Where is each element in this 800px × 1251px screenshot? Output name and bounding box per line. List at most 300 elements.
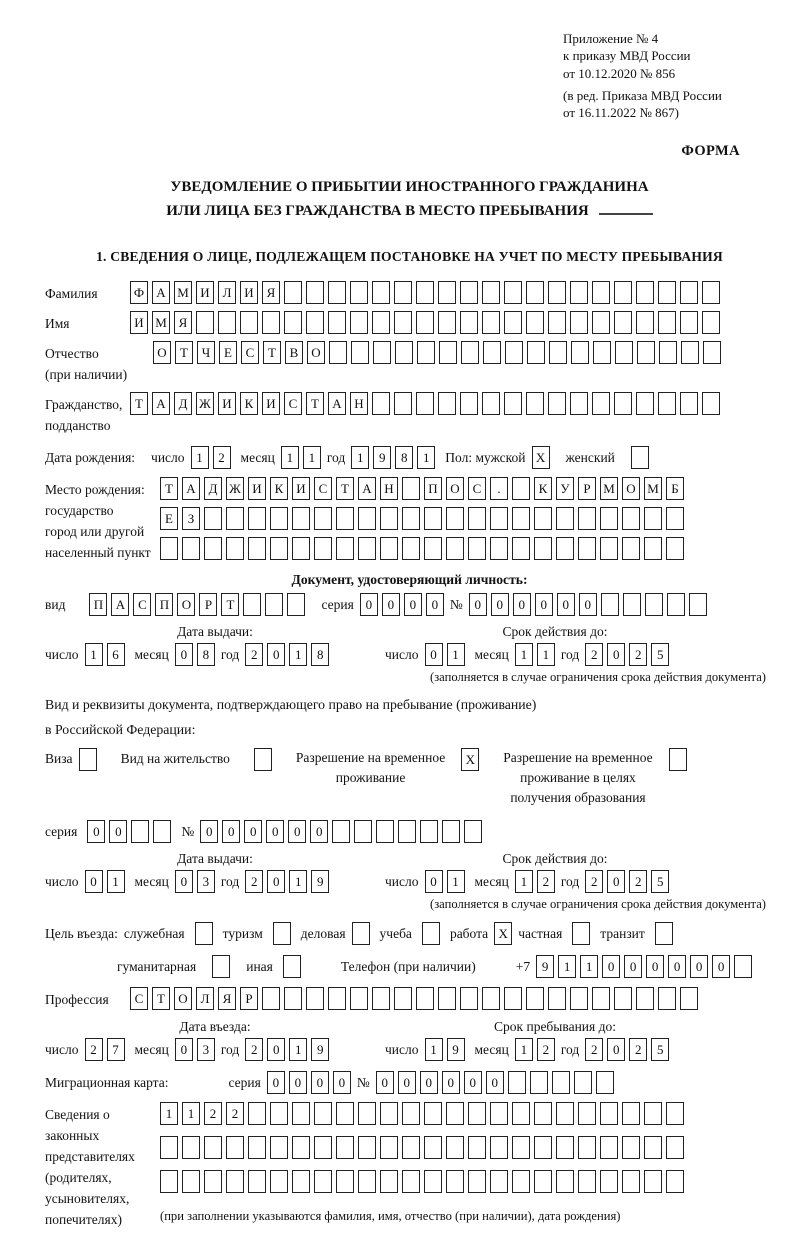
form-cell[interactable] bbox=[131, 820, 149, 843]
form-cell[interactable]: 5 bbox=[651, 870, 669, 893]
form-cell[interactable] bbox=[490, 507, 508, 530]
form-cell[interactable] bbox=[226, 1136, 244, 1159]
form-cell[interactable] bbox=[380, 507, 398, 530]
form-cell[interactable] bbox=[226, 1170, 244, 1193]
form-cell[interactable]: 1 bbox=[182, 1102, 200, 1125]
form-cell[interactable] bbox=[336, 1136, 354, 1159]
form-cell[interactable]: И bbox=[248, 477, 266, 500]
form-cell[interactable] bbox=[336, 1102, 354, 1125]
form-cell[interactable] bbox=[380, 1170, 398, 1193]
form-cell[interactable]: 0 bbox=[607, 870, 625, 893]
form-cell[interactable]: 0 bbox=[668, 955, 686, 978]
form-cell[interactable] bbox=[284, 987, 302, 1010]
form-cell[interactable]: 0 bbox=[442, 1071, 460, 1094]
form-cell[interactable] bbox=[328, 281, 346, 304]
form-cell[interactable]: Я bbox=[262, 281, 280, 304]
form-cell[interactable]: Е bbox=[219, 341, 237, 364]
form-cell[interactable] bbox=[446, 537, 464, 560]
form-cell[interactable] bbox=[195, 922, 213, 945]
form-cell[interactable]: И bbox=[240, 281, 258, 304]
form-cell[interactable] bbox=[666, 507, 684, 530]
form-cell[interactable] bbox=[592, 281, 610, 304]
form-cell[interactable] bbox=[204, 537, 222, 560]
form-cell[interactable]: 0 bbox=[266, 820, 284, 843]
form-cell[interactable] bbox=[601, 593, 619, 616]
form-cell[interactable] bbox=[446, 1170, 464, 1193]
form-cell[interactable]: 0 bbox=[175, 1038, 193, 1061]
form-cell[interactable] bbox=[570, 281, 588, 304]
form-cell[interactable]: 1 bbox=[160, 1102, 178, 1125]
form-cell[interactable]: 1 bbox=[447, 870, 465, 893]
form-cell[interactable] bbox=[372, 311, 390, 334]
form-cell[interactable] bbox=[438, 987, 456, 1010]
form-cell[interactable] bbox=[658, 281, 676, 304]
form-cell[interactable]: 0 bbox=[469, 593, 487, 616]
form-cell[interactable] bbox=[600, 507, 618, 530]
form-cell[interactable] bbox=[483, 341, 501, 364]
form-cell[interactable]: 0 bbox=[425, 643, 443, 666]
form-cell[interactable]: 0 bbox=[267, 1038, 285, 1061]
form-cell[interactable] bbox=[262, 311, 280, 334]
form-cell[interactable]: П bbox=[155, 593, 173, 616]
form-cell[interactable]: 0 bbox=[404, 593, 422, 616]
form-cell[interactable] bbox=[534, 507, 552, 530]
form-cell[interactable]: 2 bbox=[537, 1038, 555, 1061]
form-cell[interactable]: 0 bbox=[646, 955, 664, 978]
form-cell[interactable] bbox=[490, 1170, 508, 1193]
form-cell[interactable] bbox=[490, 537, 508, 560]
form-cell[interactable]: 0 bbox=[85, 870, 103, 893]
form-cell[interactable] bbox=[703, 341, 721, 364]
form-cell[interactable] bbox=[556, 1136, 574, 1159]
form-cell[interactable] bbox=[372, 281, 390, 304]
form-cell[interactable]: Т bbox=[130, 392, 148, 415]
form-cell[interactable]: 5 bbox=[651, 643, 669, 666]
form-cell[interactable] bbox=[336, 1170, 354, 1193]
form-cell[interactable]: А bbox=[152, 392, 170, 415]
form-cell[interactable] bbox=[526, 392, 544, 415]
form-cell[interactable] bbox=[402, 477, 420, 500]
form-cell[interactable] bbox=[534, 1136, 552, 1159]
form-cell[interactable] bbox=[424, 507, 442, 530]
form-cell[interactable] bbox=[702, 392, 720, 415]
form-cell[interactable] bbox=[394, 281, 412, 304]
form-cell[interactable] bbox=[398, 820, 416, 843]
form-cell[interactable] bbox=[681, 341, 699, 364]
form-cell[interactable]: X bbox=[494, 922, 512, 945]
form-cell[interactable] bbox=[614, 281, 632, 304]
form-cell[interactable]: И bbox=[196, 281, 214, 304]
form-cell[interactable]: Л bbox=[196, 987, 214, 1010]
form-cell[interactable] bbox=[314, 1136, 332, 1159]
form-cell[interactable]: И bbox=[292, 477, 310, 500]
form-cell[interactable]: Р bbox=[240, 987, 258, 1010]
form-cell[interactable] bbox=[358, 1170, 376, 1193]
form-cell[interactable]: 2 bbox=[585, 643, 603, 666]
form-cell[interactable] bbox=[596, 1071, 614, 1094]
form-cell[interactable]: 0 bbox=[222, 820, 240, 843]
form-cell[interactable] bbox=[622, 1170, 640, 1193]
form-cell[interactable]: Т bbox=[175, 341, 193, 364]
form-cell[interactable] bbox=[460, 281, 478, 304]
form-cell[interactable] bbox=[265, 593, 283, 616]
form-cell[interactable] bbox=[622, 1102, 640, 1125]
form-cell[interactable] bbox=[376, 820, 394, 843]
form-cell[interactable]: А bbox=[182, 477, 200, 500]
form-cell[interactable] bbox=[614, 311, 632, 334]
form-cell[interactable] bbox=[574, 1071, 592, 1094]
form-cell[interactable]: 1 bbox=[289, 643, 307, 666]
form-cell[interactable] bbox=[160, 1170, 178, 1193]
form-cell[interactable] bbox=[666, 537, 684, 560]
form-cell[interactable] bbox=[666, 1102, 684, 1125]
form-cell[interactable]: Ф bbox=[130, 281, 148, 304]
form-cell[interactable] bbox=[527, 341, 545, 364]
form-cell[interactable]: М bbox=[152, 311, 170, 334]
form-cell[interactable] bbox=[592, 392, 610, 415]
form-cell[interactable] bbox=[372, 392, 390, 415]
form-cell[interactable] bbox=[358, 1102, 376, 1125]
form-cell[interactable]: 0 bbox=[624, 955, 642, 978]
form-cell[interactable]: Ж bbox=[196, 392, 214, 415]
form-cell[interactable] bbox=[490, 1136, 508, 1159]
form-cell[interactable]: С bbox=[241, 341, 259, 364]
form-cell[interactable] bbox=[446, 1136, 464, 1159]
form-cell[interactable] bbox=[644, 1136, 662, 1159]
form-cell[interactable] bbox=[204, 1136, 222, 1159]
form-cell[interactable] bbox=[578, 507, 596, 530]
form-cell[interactable] bbox=[350, 987, 368, 1010]
form-cell[interactable]: 2 bbox=[629, 1038, 647, 1061]
form-cell[interactable]: Т bbox=[160, 477, 178, 500]
form-cell[interactable] bbox=[490, 1102, 508, 1125]
form-cell[interactable] bbox=[243, 593, 261, 616]
form-cell[interactable] bbox=[644, 1170, 662, 1193]
form-cell[interactable] bbox=[352, 922, 370, 945]
form-cell[interactable] bbox=[526, 987, 544, 1010]
form-cell[interactable] bbox=[314, 1170, 332, 1193]
form-cell[interactable]: 0 bbox=[690, 955, 708, 978]
form-cell[interactable] bbox=[570, 392, 588, 415]
form-cell[interactable] bbox=[659, 341, 677, 364]
form-cell[interactable] bbox=[512, 537, 530, 560]
form-cell[interactable]: 0 bbox=[267, 1071, 285, 1094]
form-cell[interactable]: 0 bbox=[426, 593, 444, 616]
form-cell[interactable] bbox=[424, 1170, 442, 1193]
form-cell[interactable]: 5 bbox=[651, 1038, 669, 1061]
form-cell[interactable] bbox=[336, 507, 354, 530]
form-cell[interactable] bbox=[504, 392, 522, 415]
form-cell[interactable] bbox=[461, 341, 479, 364]
form-cell[interactable] bbox=[631, 446, 649, 469]
form-cell[interactable] bbox=[358, 507, 376, 530]
form-cell[interactable] bbox=[623, 593, 641, 616]
form-cell[interactable] bbox=[549, 341, 567, 364]
form-cell[interactable]: Р bbox=[578, 477, 596, 500]
form-cell[interactable] bbox=[468, 1170, 486, 1193]
form-cell[interactable] bbox=[508, 1071, 526, 1094]
form-cell[interactable]: 0 bbox=[310, 820, 328, 843]
form-cell[interactable]: 6 bbox=[107, 643, 125, 666]
form-cell[interactable]: О bbox=[153, 341, 171, 364]
form-cell[interactable]: К bbox=[240, 392, 258, 415]
form-cell[interactable] bbox=[394, 392, 412, 415]
form-cell[interactable]: У bbox=[556, 477, 574, 500]
form-cell[interactable] bbox=[292, 537, 310, 560]
form-cell[interactable]: 0 bbox=[267, 643, 285, 666]
form-cell[interactable]: 2 bbox=[226, 1102, 244, 1125]
form-cell[interactable] bbox=[182, 537, 200, 560]
form-cell[interactable]: 1 bbox=[303, 446, 321, 469]
form-cell[interactable] bbox=[636, 987, 654, 1010]
form-cell[interactable] bbox=[534, 1102, 552, 1125]
form-cell[interactable] bbox=[570, 987, 588, 1010]
form-cell[interactable]: 1 bbox=[515, 1038, 533, 1061]
form-cell[interactable] bbox=[572, 922, 590, 945]
form-cell[interactable] bbox=[578, 537, 596, 560]
form-cell[interactable]: 0 bbox=[579, 593, 597, 616]
form-cell[interactable]: 0 bbox=[109, 820, 127, 843]
form-cell[interactable]: 1 bbox=[191, 446, 209, 469]
form-cell[interactable]: 0 bbox=[398, 1071, 416, 1094]
form-cell[interactable]: 3 bbox=[197, 1038, 215, 1061]
form-cell[interactable] bbox=[482, 392, 500, 415]
form-cell[interactable]: 2 bbox=[629, 643, 647, 666]
form-cell[interactable] bbox=[160, 537, 178, 560]
form-cell[interactable] bbox=[702, 281, 720, 304]
form-cell[interactable] bbox=[240, 311, 258, 334]
form-cell[interactable] bbox=[666, 1136, 684, 1159]
form-cell[interactable] bbox=[314, 1102, 332, 1125]
form-cell[interactable] bbox=[460, 392, 478, 415]
form-cell[interactable]: 8 bbox=[395, 446, 413, 469]
form-cell[interactable]: 1 bbox=[289, 1038, 307, 1061]
form-cell[interactable] bbox=[482, 311, 500, 334]
form-cell[interactable]: А bbox=[152, 281, 170, 304]
form-cell[interactable] bbox=[614, 392, 632, 415]
form-cell[interactable] bbox=[636, 281, 654, 304]
form-cell[interactable]: О bbox=[446, 477, 464, 500]
form-cell[interactable]: 2 bbox=[245, 1038, 263, 1061]
form-cell[interactable] bbox=[571, 341, 589, 364]
form-cell[interactable] bbox=[402, 1170, 420, 1193]
form-cell[interactable]: 2 bbox=[204, 1102, 222, 1125]
form-cell[interactable]: Д bbox=[204, 477, 222, 500]
form-cell[interactable] bbox=[212, 955, 230, 978]
form-cell[interactable]: П bbox=[89, 593, 107, 616]
form-cell[interactable]: 1 bbox=[425, 1038, 443, 1061]
form-cell[interactable] bbox=[636, 392, 654, 415]
form-cell[interactable]: 3 bbox=[197, 870, 215, 893]
form-cell[interactable]: X bbox=[461, 748, 479, 771]
form-cell[interactable] bbox=[534, 1170, 552, 1193]
form-cell[interactable] bbox=[254, 748, 272, 771]
form-cell[interactable]: Ж bbox=[226, 477, 244, 500]
form-cell[interactable]: М bbox=[600, 477, 618, 500]
form-cell[interactable] bbox=[350, 281, 368, 304]
form-cell[interactable]: А bbox=[358, 477, 376, 500]
form-cell[interactable] bbox=[402, 507, 420, 530]
form-cell[interactable]: 1 bbox=[558, 955, 576, 978]
form-cell[interactable]: 9 bbox=[311, 870, 329, 893]
form-cell[interactable] bbox=[226, 537, 244, 560]
form-cell[interactable] bbox=[548, 987, 566, 1010]
form-cell[interactable] bbox=[526, 281, 544, 304]
form-cell[interactable] bbox=[153, 820, 171, 843]
form-cell[interactable] bbox=[248, 507, 266, 530]
form-cell[interactable] bbox=[578, 1102, 596, 1125]
form-cell[interactable] bbox=[350, 311, 368, 334]
form-cell[interactable]: С bbox=[130, 987, 148, 1010]
form-cell[interactable] bbox=[160, 1136, 178, 1159]
form-cell[interactable] bbox=[442, 820, 460, 843]
form-cell[interactable] bbox=[592, 311, 610, 334]
form-cell[interactable] bbox=[512, 507, 530, 530]
form-cell[interactable] bbox=[578, 1136, 596, 1159]
form-cell[interactable] bbox=[666, 1170, 684, 1193]
form-cell[interactable] bbox=[644, 1102, 662, 1125]
form-cell[interactable] bbox=[446, 1102, 464, 1125]
form-cell[interactable]: Л bbox=[218, 281, 236, 304]
form-cell[interactable]: П bbox=[424, 477, 442, 500]
form-cell[interactable] bbox=[422, 922, 440, 945]
form-cell[interactable] bbox=[504, 281, 522, 304]
form-cell[interactable]: 1 bbox=[289, 870, 307, 893]
form-cell[interactable] bbox=[552, 1071, 570, 1094]
form-cell[interactable]: 0 bbox=[200, 820, 218, 843]
form-cell[interactable]: 8 bbox=[311, 643, 329, 666]
form-cell[interactable] bbox=[680, 392, 698, 415]
form-cell[interactable] bbox=[512, 477, 530, 500]
form-cell[interactable]: М bbox=[644, 477, 662, 500]
form-cell[interactable] bbox=[438, 392, 456, 415]
form-cell[interactable] bbox=[402, 537, 420, 560]
form-cell[interactable]: 8 bbox=[197, 643, 215, 666]
form-cell[interactable]: Д bbox=[174, 392, 192, 415]
form-cell[interactable] bbox=[273, 922, 291, 945]
form-cell[interactable] bbox=[204, 1170, 222, 1193]
form-cell[interactable] bbox=[669, 748, 687, 771]
form-cell[interactable] bbox=[505, 341, 523, 364]
form-cell[interactable] bbox=[622, 1136, 640, 1159]
form-cell[interactable]: И bbox=[262, 392, 280, 415]
form-cell[interactable]: 0 bbox=[535, 593, 553, 616]
form-cell[interactable]: М bbox=[174, 281, 192, 304]
form-cell[interactable]: 2 bbox=[85, 1038, 103, 1061]
form-cell[interactable]: 2 bbox=[245, 870, 263, 893]
form-cell[interactable] bbox=[283, 955, 301, 978]
form-cell[interactable] bbox=[358, 1136, 376, 1159]
form-cell[interactable] bbox=[482, 987, 500, 1010]
form-cell[interactable]: 2 bbox=[537, 870, 555, 893]
form-cell[interactable] bbox=[417, 341, 435, 364]
form-cell[interactable]: О bbox=[177, 593, 195, 616]
form-cell[interactable]: 0 bbox=[87, 820, 105, 843]
form-cell[interactable] bbox=[622, 507, 640, 530]
form-cell[interactable] bbox=[416, 311, 434, 334]
form-cell[interactable] bbox=[358, 537, 376, 560]
form-cell[interactable]: 0 bbox=[311, 1071, 329, 1094]
form-cell[interactable]: Я bbox=[218, 987, 236, 1010]
form-cell[interactable] bbox=[182, 1170, 200, 1193]
form-cell[interactable]: 1 bbox=[515, 870, 533, 893]
form-cell[interactable] bbox=[306, 311, 324, 334]
form-cell[interactable] bbox=[292, 507, 310, 530]
form-cell[interactable] bbox=[270, 1102, 288, 1125]
form-cell[interactable]: X bbox=[532, 446, 550, 469]
form-cell[interactable] bbox=[504, 987, 522, 1010]
form-cell[interactable]: 1 bbox=[580, 955, 598, 978]
form-cell[interactable] bbox=[689, 593, 707, 616]
form-cell[interactable] bbox=[615, 341, 633, 364]
form-cell[interactable] bbox=[468, 537, 486, 560]
form-cell[interactable]: 0 bbox=[464, 1071, 482, 1094]
form-cell[interactable]: О bbox=[174, 987, 192, 1010]
form-cell[interactable] bbox=[416, 987, 434, 1010]
form-cell[interactable] bbox=[79, 748, 97, 771]
form-cell[interactable] bbox=[468, 1102, 486, 1125]
form-cell[interactable] bbox=[556, 537, 574, 560]
form-cell[interactable]: 9 bbox=[311, 1038, 329, 1061]
form-cell[interactable]: 2 bbox=[585, 870, 603, 893]
form-cell[interactable]: А bbox=[328, 392, 346, 415]
form-cell[interactable] bbox=[306, 281, 324, 304]
form-cell[interactable] bbox=[667, 593, 685, 616]
form-cell[interactable]: 0 bbox=[607, 643, 625, 666]
form-cell[interactable] bbox=[270, 1170, 288, 1193]
form-cell[interactable] bbox=[592, 987, 610, 1010]
form-cell[interactable] bbox=[512, 1136, 530, 1159]
form-cell[interactable] bbox=[248, 1170, 266, 1193]
form-cell[interactable] bbox=[380, 1102, 398, 1125]
form-cell[interactable]: 1 bbox=[417, 446, 435, 469]
form-cell[interactable]: Ч bbox=[197, 341, 215, 364]
form-cell[interactable] bbox=[402, 1102, 420, 1125]
form-cell[interactable]: 0 bbox=[607, 1038, 625, 1061]
form-cell[interactable] bbox=[204, 507, 222, 530]
form-cell[interactable]: О bbox=[622, 477, 640, 500]
form-cell[interactable] bbox=[655, 922, 673, 945]
form-cell[interactable] bbox=[329, 341, 347, 364]
form-cell[interactable]: С bbox=[133, 593, 151, 616]
form-cell[interactable] bbox=[556, 507, 574, 530]
form-cell[interactable]: В bbox=[285, 341, 303, 364]
form-cell[interactable] bbox=[292, 1136, 310, 1159]
form-cell[interactable] bbox=[332, 820, 350, 843]
form-cell[interactable]: 0 bbox=[175, 643, 193, 666]
form-cell[interactable]: О bbox=[307, 341, 325, 364]
form-cell[interactable]: И bbox=[130, 311, 148, 334]
form-cell[interactable] bbox=[600, 1170, 618, 1193]
form-cell[interactable]: 0 bbox=[513, 593, 531, 616]
form-cell[interactable]: 0 bbox=[712, 955, 730, 978]
form-cell[interactable]: 1 bbox=[85, 643, 103, 666]
form-cell[interactable]: 1 bbox=[515, 643, 533, 666]
form-cell[interactable] bbox=[600, 1136, 618, 1159]
form-cell[interactable] bbox=[482, 281, 500, 304]
form-cell[interactable] bbox=[637, 341, 655, 364]
form-cell[interactable]: 0 bbox=[175, 870, 193, 893]
form-cell[interactable]: 9 bbox=[447, 1038, 465, 1061]
form-cell[interactable] bbox=[248, 1136, 266, 1159]
form-cell[interactable]: 0 bbox=[602, 955, 620, 978]
form-cell[interactable]: 0 bbox=[382, 593, 400, 616]
form-cell[interactable]: 1 bbox=[537, 643, 555, 666]
form-cell[interactable] bbox=[636, 311, 654, 334]
form-cell[interactable] bbox=[416, 281, 434, 304]
form-cell[interactable] bbox=[600, 1102, 618, 1125]
form-cell[interactable]: 0 bbox=[244, 820, 262, 843]
